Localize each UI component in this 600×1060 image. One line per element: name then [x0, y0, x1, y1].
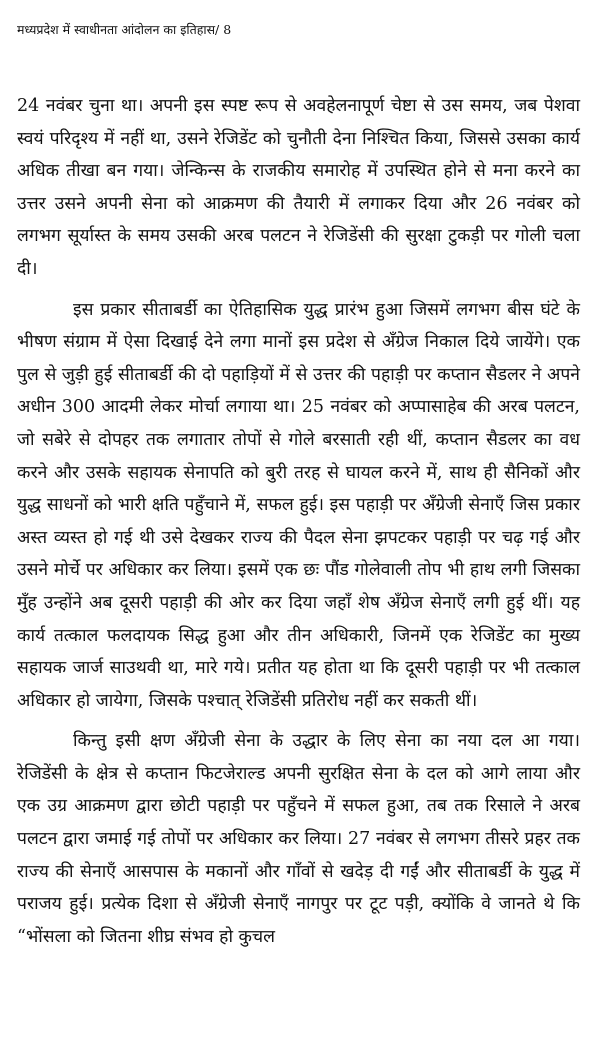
- paragraph-1: 24 नवंबर चुना था। अपनी इस स्पष्ट रूप से अवहेलनापूर्ण चेष्टा से उस समय, जब पेशवा स्वयं परिदृश्य में नहीं था, उसने रेजिडेंट को चुनौती देना निश्चित किया, जिससे उसका कार्य अधिक तीखा बन गया। जेन्किन्स के राजकीय समारोह में उपस्थित होने से मना करने का उत्तर उसने अपनी सेना को आक्रमण की तैयारी में लगाकर दिया और 26 नवंबर को लगभग सूर्यास्त के समय उसकी अरब पलटन ने रेजिडेंसी की सुरक्षा टुकड़ी पर गोली चला दी।: [17, 96, 580, 279]
- running-head: मध्यप्रदेश में स्वाधीनता आंदोलन का इतिहास/ 8: [17, 22, 232, 37]
- paragraph-3: किन्तु इसी क्षण अँग्रेजी सेना के उद्धार के लिए सेना का नया दल आ गया। रेजिडेंसी के क्षेत्र से कप्तान फिटजेराल्ड अपनी सुरक्षित सेना के दल को आगे लाया और एक उग्र आक्रमण द्वारा छोटी पहाड़ी पर पहुँचने में सफल हुआ, तब तक रिसाले ने अरब पलटन द्वारा जमाई गई तोपों पर अधिकार कर लिया। 27 नवंबर से लगभग तीसरे प्रहर तक राज्य की सेनाएँ आसपास के मकानों और गाँवों से खदेड़ दी गईं और सीताबर्डी के युद्ध में पराजय हुई। प्रत्येक दिशा से अँग्रेजी सेनाएँ नागपुर पर टूट पड़ी, क्योंकि वे जानते थे कि “भोंसला को जितना शीघ्र संभव हो कुचल: [17, 731, 580, 947]
- paragraph-2: इस प्रकार सीताबर्डी का ऐतिहासिक युद्ध प्रारंभ हुआ जिसमें लगभग बीस घंटे के भीषण संग्राम में ऐसा दिखाई देने लगा मानों इस प्रदेश से अँग्रेज निकाल दिये जायेंगे। एक पुल से जुड़ी हुई सीताबर्डी की दो पहाड़ियों में से उत्तर की पहाड़ी पर कप्तान सैडलर ने अपने अधीन 300 आदमी लेकर मोर्चा लगाया था। 25 नवंबर को अप्पासाहेब की अरब पलटन, जो सबेरे से दोपहर तक लगातार तोपों से गोले बरसाती रही थीं, कप्तान सैडलर का वध करने और उसके सहायक सेनापति को बुरी तरह से घायल करने में, साथ ही सैनिकों और युद्ध साधनों को भारी क्षति पहुँचाने में, सफल हुई। इस पहाड़ी पर अँग्रेजी सेनाएँ जिस प्रकार अस्त व्यस्त हो गई थी उसे देखकर राज्य की पैदल सेना झपटकर पहाड़ी पर चढ़ गई और उसने मोर्चे पर अधिकार कर लिया। इसमें एक छः पौंड गोलेवाली तोप भी हाथ लगी जिसका मुँह उन्होंने अब दूसरी पहाड़ी की ओर कर दिया जहाँ शेष अँग्रेज सेनाएँ लगी हुई थीं। यह कार्य तत्काल फलदायक सिद्ध हुआ और तीन अधिकारी, जिनमें एक रेजिडेंट का मुख्य सहायक जार्ज साउथवी था, मारे गये। प्रतीत यह होता था कि दूसरी पहाड़ी पर भी तत्काल अधिकार हो जायेगा, जिसके पश्चात् रेजिडेंसी प्रतिरोध नहीं कर सकती थीं।: [17, 299, 580, 711]
- body-text: [17, 90, 580, 953]
